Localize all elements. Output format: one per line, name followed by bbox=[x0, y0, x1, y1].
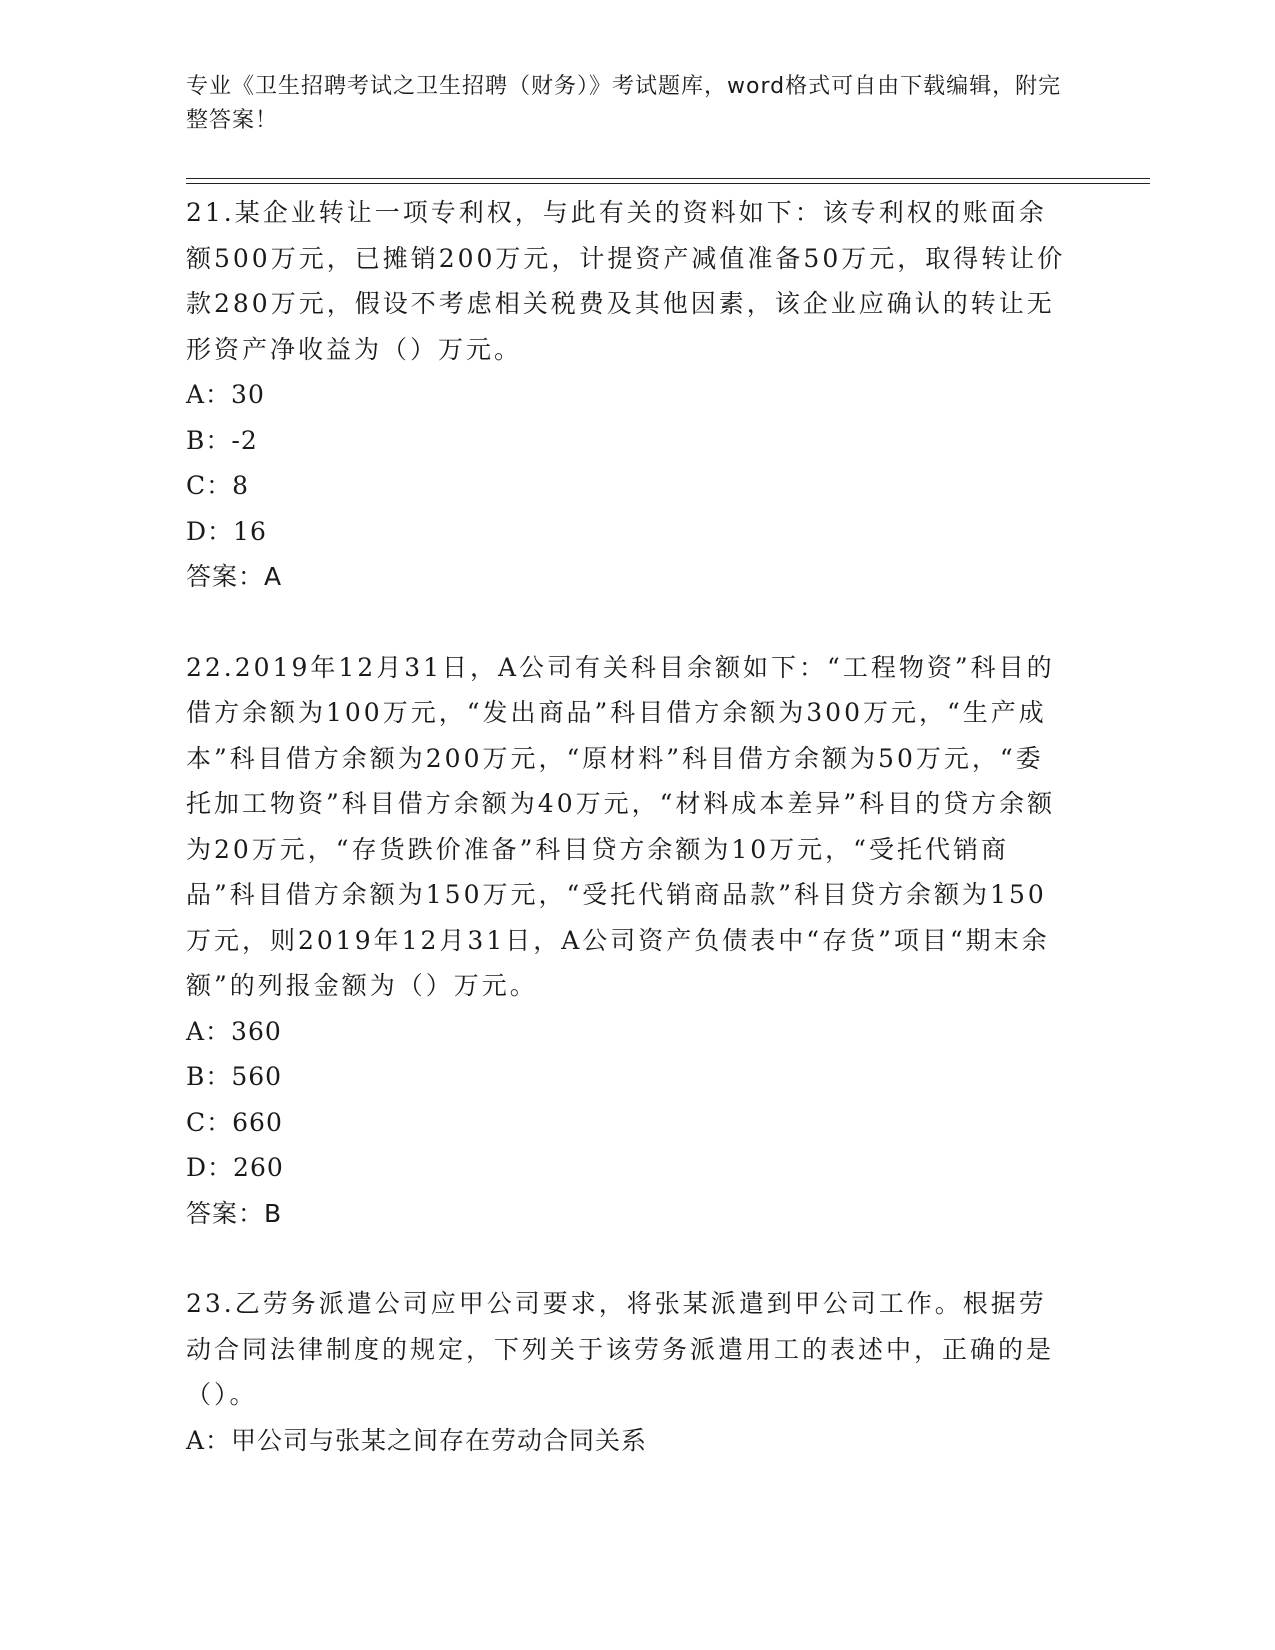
option-d: D：16 bbox=[186, 516, 267, 546]
header-divider bbox=[186, 178, 1150, 179]
question-21 bbox=[186, 190, 1066, 600]
question-spacer bbox=[186, 1236, 1066, 1281]
option-c: C：660 bbox=[186, 1107, 283, 1137]
option-b: B：-2 bbox=[186, 425, 258, 455]
answer: 答案：B bbox=[186, 1198, 283, 1228]
option-a: A：30 bbox=[186, 380, 265, 409]
question-spacer bbox=[186, 600, 1066, 645]
question-stem: 23.乙劳务派遣公司应甲公司要求，将张某派遣到甲公司工作。根据劳动合同法律制度的规定，下列关于该劳务派遣用工的表述中，正确的是（）。 bbox=[186, 1289, 1055, 1409]
answer: 答案：A bbox=[186, 562, 283, 591]
option-a: A：360 bbox=[186, 1016, 282, 1046]
document-header: 专业《卫生招聘考试之卫生招聘（财务）》考试题库，word格式可自由下载编辑，附完整答案！ bbox=[186, 74, 1062, 133]
question-list bbox=[186, 190, 1066, 1463]
option-a: A：甲公司与张某之间存在劳动合同关系 bbox=[186, 1425, 648, 1455]
question-23 bbox=[186, 1281, 1066, 1463]
question-stem: 21.某企业转让一项专利权，与此有关的资料如下：该专利权的账面余额500万元，已摊销200万元，计提资产减值准备50万元，取得转让价款280万元，假设不考虑相关税费及其他因素，该企业应确认的转让无形资产净收益为（）万元。 bbox=[186, 198, 1066, 364]
option-c: C：8 bbox=[186, 471, 250, 500]
option-d: D：260 bbox=[186, 1153, 284, 1182]
question-22 bbox=[186, 645, 1066, 1237]
question-stem: 22.2019年12月31日，A公司有关科目余额如下：“工程物资”科目的借方余额为100万元，“发出商品”科目借方余额为300万元，“生产成本”科目借方余额为200万元，“原材料”科目借方余额为50万元，“委托加工物资”科目借方余额为40万元，“材料成本差异”科目的贷方余额为20万元，“存货跌价准备”科目贷方余额为10万元，“受托代销商品”科目借方余额为150万元，“受托代销商品款”科目贷方余额为150万元，则2019年12月31日，A公司资产负债表中“存货”项目“期末余额”的列报金额为（）万元。 bbox=[186, 652, 1056, 1000]
header-divider-secondary bbox=[186, 183, 1150, 184]
option-b: B：560 bbox=[186, 1062, 283, 1091]
